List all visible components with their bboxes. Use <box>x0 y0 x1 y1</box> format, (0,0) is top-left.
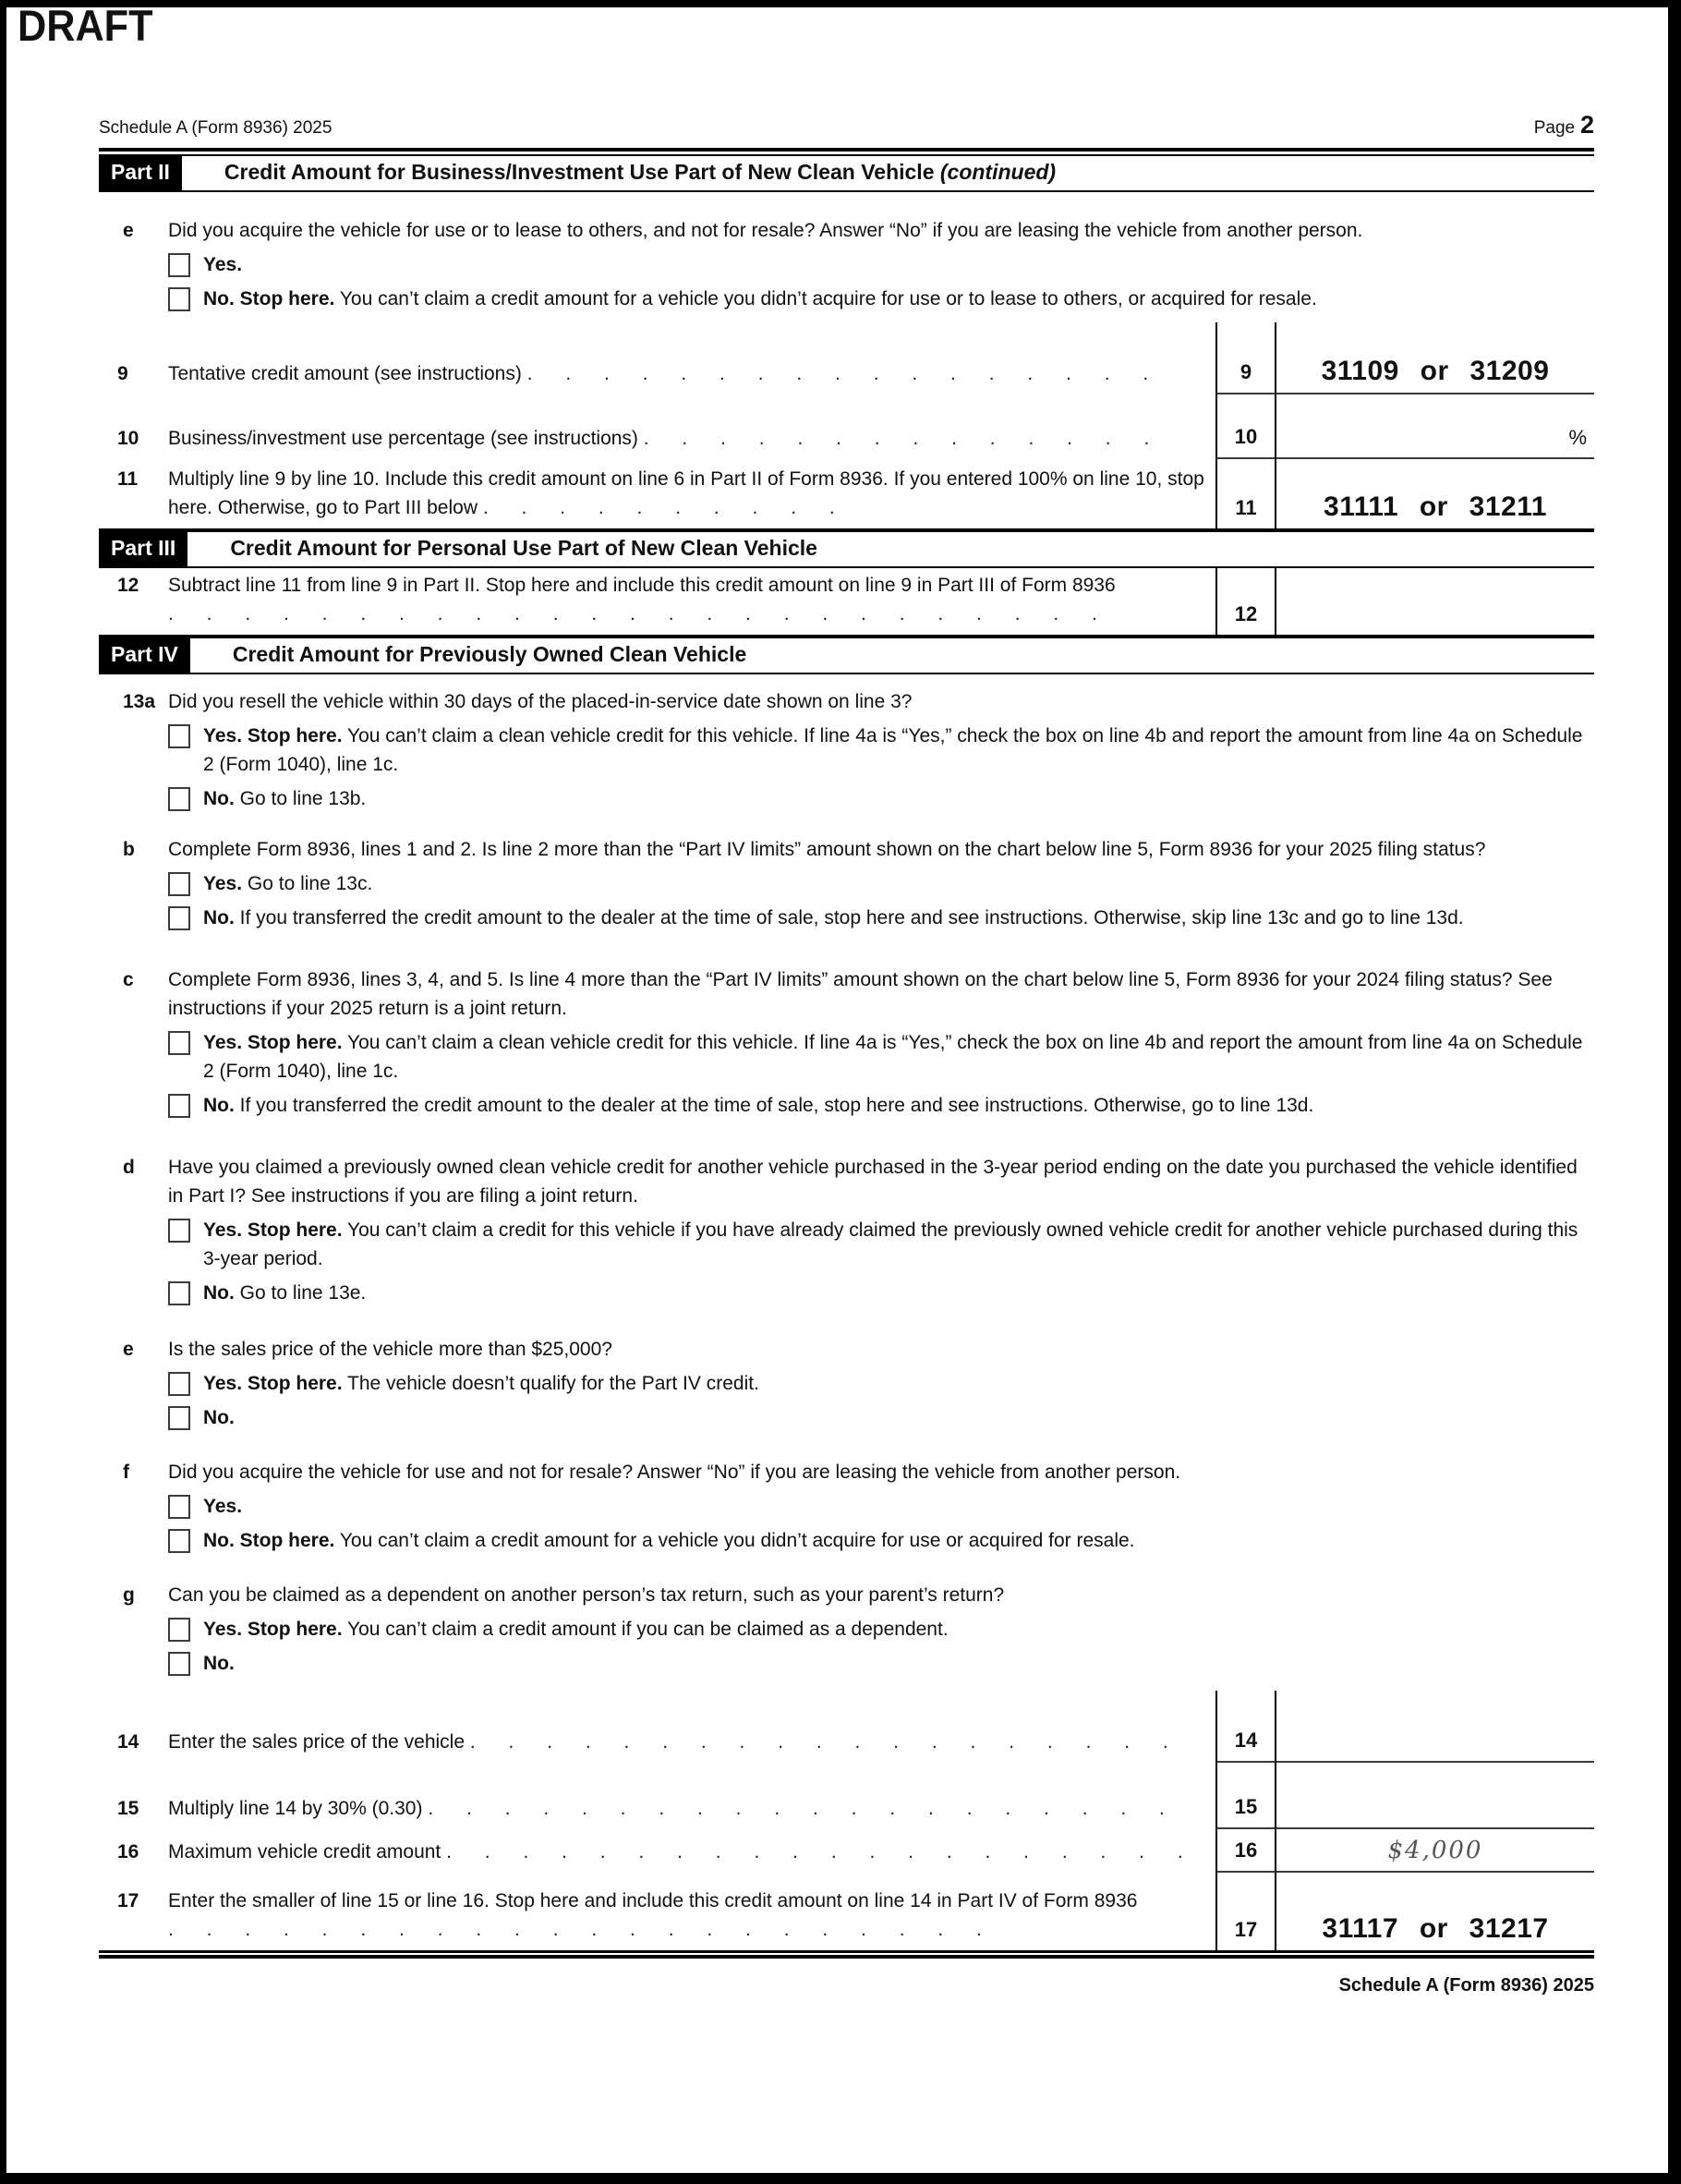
q13c-no-checkbox[interactable] <box>168 1094 190 1118</box>
dot-leader: . . . . . . . . . . . . . . . . . . . . <box>446 1841 1183 1862</box>
line-label: Business/investment use percentage (see instructions) <box>168 428 638 449</box>
schedule-id: Schedule A (Form 8936) 2025 <box>99 118 333 138</box>
q2e-no-checkbox[interactable] <box>168 287 190 311</box>
dot-leader: . . . . . . . . . . . . . . . . . . . . . . <box>168 1919 982 1940</box>
question-13d <box>99 1153 1594 1307</box>
page-word: Page <box>1533 118 1576 138</box>
part2-title <box>182 156 1056 190</box>
question-text: Did you acquire the vehicle for use or to lease to others, and not for resale? Answer “No” if you are leasing the vehicle from another person. <box>168 220 1363 241</box>
dot-leader: . . . . . . . . . . . . . . <box>643 428 1150 449</box>
line-12-box-number: 12 <box>1215 568 1276 635</box>
question-letter: d <box>123 1157 135 1178</box>
option-rest: Go to line 13c. <box>247 873 373 894</box>
line-14-amount-field[interactable] <box>1276 1691 1594 1763</box>
question-letter: 13a <box>123 691 156 712</box>
line-16-amount-field[interactable]: $4,000 <box>1276 1829 1594 1873</box>
draft-watermark: DRAFT <box>18 1 153 50</box>
line-10-row <box>99 394 1594 459</box>
line-number: 11 <box>117 468 139 490</box>
line-9-box-number: 9 <box>1215 322 1276 394</box>
option-bold: No. <box>203 1282 235 1304</box>
question-text: Have you claimed a previously owned clean vehicle credit for another vehicle purchased in the 3-year period ending on the date you purchased the vehicle identified in Part I? See instructions if you are filing a joint return. <box>168 1157 1578 1207</box>
option-yes <box>168 1369 1594 1398</box>
line-label: Maximum vehicle credit amount <box>168 1841 441 1862</box>
question-text: Did you acquire the vehicle for use and not for resale? Answer “No” if you are leasing the vehicle from another person. <box>168 1462 1181 1483</box>
line-label: Subtract line 11 from line 9 in Part II. Stop here and include this credit amount on line 9 in Part III of Form 8936 <box>168 575 1116 596</box>
line-16-box-number: 16 <box>1215 1829 1276 1873</box>
question-letter: b <box>123 839 135 860</box>
option-yes <box>168 1492 1594 1521</box>
q13a-yes-checkbox[interactable] <box>168 724 190 748</box>
q13d-no-checkbox[interactable] <box>168 1281 190 1305</box>
option-yes <box>168 869 1594 898</box>
option-yes <box>168 1028 1594 1086</box>
q13a-no-checkbox[interactable] <box>168 787 190 811</box>
part3-header-bar <box>99 528 1594 568</box>
option-rest: If you transferred the credit amount to the dealer at the time of sale, stop here and see instructions. Otherwise, go to line 13d. <box>239 1095 1314 1116</box>
option-bold: No. <box>203 907 235 928</box>
option-bold: No. <box>203 788 235 809</box>
line-12-amount-field[interactable] <box>1276 568 1594 635</box>
q13c-yes-checkbox[interactable] <box>168 1031 190 1055</box>
line-label: Multiply line 9 by line 10. Include this credit amount on line 6 in Part II of Form 8936. If you entered 100% on line 10, stop here. Otherwise, go to Part III below <box>168 468 1204 518</box>
question-text: Can you be claimed as a dependent on another person’s tax return, such as your parent’s return? <box>168 1584 1005 1606</box>
line-16-row <box>99 1829 1594 1873</box>
option-no <box>168 784 1594 813</box>
part4-header-bar <box>99 635 1594 674</box>
question-13b <box>99 835 1594 932</box>
q13f-yes-checkbox[interactable] <box>168 1495 190 1519</box>
option-bold: No. <box>203 1653 235 1674</box>
question-text: Did you resell the vehicle within 30 days of the placed-in-service date shown on line 3? <box>168 691 913 712</box>
part2-header-bar <box>99 154 1594 192</box>
option-bold: Yes. <box>203 1496 243 1517</box>
option-rest: The vehicle doesn’t qualify for the Part IV credit. <box>347 1373 759 1394</box>
q13d-yes-checkbox[interactable] <box>168 1219 190 1243</box>
part2-title-text: Credit Amount for Business/Investment Use Part of New Clean Vehicle <box>224 160 935 184</box>
option-rest: You can’t claim a clean vehicle credit for this vehicle. If line 4a is “Yes,” check the box on line 4b and report the amount from line 4a on Schedule 2 (Form 1040), line 1c. <box>203 725 1583 775</box>
option-rest: Go to line 13b. <box>239 788 367 809</box>
question-text: Complete Form 8936, lines 3, 4, and 5. Is line 4 more than the “Part IV limits” amount shown on the chart below line 5, Form 8936 for your 2024 filing status? See instructions if your 2025 return is a joint return. <box>168 969 1553 1019</box>
question-text: Complete Form 8936, lines 1 and 2. Is line 2 more than the “Part IV limits” amount shown on the chart below line 5, Form 8936 for your 2025 filing status? <box>168 839 1486 860</box>
option-bold: No. <box>203 1095 235 1116</box>
part4-title: Credit Amount for Previously Owned Clean Vehicle <box>232 642 747 666</box>
line-10-box-number: 10 <box>1215 394 1276 459</box>
question-letter: e <box>123 1339 134 1360</box>
part4-label: Part IV <box>99 638 190 673</box>
line-11-amount-field[interactable]: 31111 or 31211 <box>1324 491 1547 522</box>
part4-amount-table <box>99 1691 1594 1950</box>
dot-leader: . . . . . . . . . . . . . . . . . . . . . . . . . <box>168 603 1097 625</box>
line-label: Tentative credit amount (see instructions) <box>168 363 522 384</box>
option-bold: No. Stop here. <box>203 1530 335 1551</box>
q13g-no-checkbox[interactable] <box>168 1652 190 1676</box>
question-letter: f <box>123 1462 129 1483</box>
option-bold: No. Stop here. <box>203 288 335 309</box>
line-number: 16 <box>117 1841 139 1862</box>
option-bold: No. <box>203 1407 235 1428</box>
part3-label: Part III <box>99 532 187 566</box>
option-rest: You can’t claim a credit for this vehicle if you have already claimed the previously owned vehicle credit for another vehicle purchased during this 3-year period. <box>203 1219 1578 1269</box>
option-bold: Yes. Stop here. <box>203 1032 343 1053</box>
question-2e <box>99 216 1594 313</box>
option-yes <box>168 250 1594 279</box>
dot-leader: . . . . . . . . . . . . . . . . . <box>526 363 1149 384</box>
page-indicator <box>1534 111 1594 142</box>
option-rest: You can’t claim a clean vehicle credit for this vehicle. If line 4a is “Yes,” check the box on line 4b and report the amount from line 4a on Schedule 2 (Form 1040), line 1c. <box>203 1032 1583 1082</box>
footer-schedule-id: Schedule A (Form 8936) 2025 <box>1338 1975 1594 1996</box>
question-13e <box>99 1335 1594 1432</box>
line-number: 12 <box>117 575 139 596</box>
option-bold: Yes. <box>203 254 243 275</box>
part2-label: Part II <box>99 156 182 190</box>
form-header <box>99 111 1594 152</box>
line-17-box-number: 17 <box>1215 1873 1276 1950</box>
q13b-no-checkbox[interactable] <box>168 906 190 930</box>
option-no <box>168 1526 1594 1555</box>
bottom-rule <box>99 1950 1594 1959</box>
option-yes <box>168 1216 1594 1273</box>
line-14-box-number: 14 <box>1215 1691 1276 1763</box>
option-rest: You can’t claim a credit amount if you can be claimed as a dependent. <box>347 1619 949 1640</box>
option-rest: Go to line 13e. <box>239 1282 367 1304</box>
line-17-row <box>99 1873 1594 1950</box>
option-yes <box>168 722 1594 779</box>
question-letter: e <box>123 220 134 241</box>
q13e-no-checkbox[interactable] <box>168 1406 190 1430</box>
line-9-row <box>99 322 1594 394</box>
line-12-row <box>99 568 1594 635</box>
line-17-amount-field[interactable]: 31117 or 31217 <box>1322 1913 1549 1944</box>
part3-amount-table <box>99 568 1594 635</box>
option-no <box>168 1279 1594 1307</box>
option-bold: Yes. Stop here. <box>203 725 343 746</box>
line-number: 15 <box>117 1798 139 1819</box>
line-label: Enter the sales price of the vehicle <box>168 1731 466 1753</box>
line-number: 10 <box>117 428 139 449</box>
line-15-row <box>99 1763 1594 1829</box>
q13g-yes-checkbox[interactable] <box>168 1618 190 1642</box>
option-yes <box>168 1615 1594 1644</box>
part2-amount-table <box>99 322 1594 528</box>
part3-title: Credit Amount for Personal Use Part of New Clean Vehicle <box>230 536 817 560</box>
line-label: Enter the smaller of line 15 or line 16. Stop here and include this credit amount on line 14 in Part IV of Form 8936 <box>168 1890 1138 1911</box>
q13f-no-checkbox[interactable] <box>168 1529 190 1553</box>
option-no <box>168 285 1594 313</box>
option-rest: If you transferred the credit amount to the dealer at the time of sale, stop here and see instructions. Otherwise, skip line 13c and go to line 13d. <box>239 907 1464 928</box>
dot-leader: . . . . . . . . . . . . . . . . . . . <box>469 1731 1168 1753</box>
option-no <box>168 1403 1594 1432</box>
line-number: 17 <box>117 1890 139 1911</box>
question-text: Is the sales price of the vehicle more than $25,000? <box>168 1339 612 1360</box>
line-10-amount-field[interactable]: % <box>1276 394 1594 459</box>
option-no <box>168 1091 1594 1120</box>
option-bold: Yes. <box>203 873 243 894</box>
question-13g <box>99 1581 1594 1678</box>
q13b-yes-checkbox[interactable] <box>168 872 190 896</box>
question-13c <box>99 965 1594 1120</box>
option-rest: You can’t claim a credit amount for a vehicle you didn’t acquire for use or to lease to others, or acquired for resale. <box>339 288 1317 309</box>
question-13f <box>99 1458 1594 1555</box>
option-bold: Yes. Stop here. <box>203 1219 343 1241</box>
line-9-amount-field[interactable]: 31109 or 31209 <box>1276 322 1594 394</box>
question-letter: g <box>123 1584 135 1606</box>
option-bold: Yes. Stop here. <box>203 1373 343 1394</box>
option-no <box>168 904 1594 932</box>
question-13a <box>99 687 1594 813</box>
part2-continued: (continued) <box>939 160 1057 184</box>
option-rest: You can’t claim a credit amount for a vehicle you didn’t acquire for use or acquired for resale. <box>339 1530 1135 1551</box>
dot-leader: . . . . . . . . . . <box>482 497 835 518</box>
line-11-box-number: 11 <box>1215 459 1276 528</box>
question-letter: c <box>123 969 134 990</box>
line-11-row <box>99 459 1594 528</box>
option-bold: Yes. Stop here. <box>203 1619 343 1640</box>
q2e-yes-checkbox[interactable] <box>168 253 190 277</box>
page-number: 2 <box>1579 111 1594 139</box>
line-number: 14 <box>117 1731 139 1753</box>
line-label: Multiply line 14 by 30% (0.30) <box>168 1798 423 1819</box>
option-no <box>168 1649 1594 1678</box>
line-15-box-number: 15 <box>1215 1763 1276 1829</box>
line-14-row <box>99 1691 1594 1763</box>
line-number: 9 <box>117 363 128 384</box>
line-15-amount-field[interactable] <box>1276 1763 1594 1829</box>
dot-leader: . . . . . . . . . . . . . . . . . . . . <box>428 1798 1165 1819</box>
q13e-yes-checkbox[interactable] <box>168 1372 190 1396</box>
